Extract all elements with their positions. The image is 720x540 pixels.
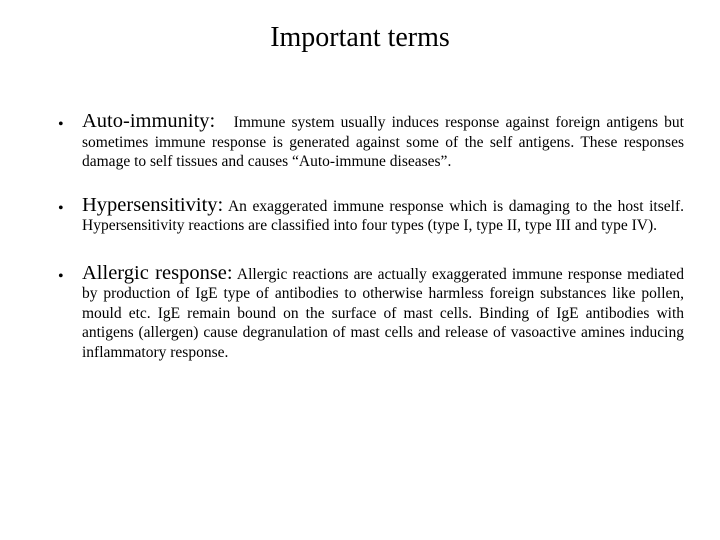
- bullet-icon: •: [58, 267, 64, 285]
- list-item-allergic-response: [58, 261, 684, 363]
- term-label: Hypersensitivity:: [82, 193, 224, 216]
- list-item-auto-immunity: [58, 112, 684, 172]
- list-item-hypersensitivity: [58, 193, 684, 236]
- definition-paragraph: [82, 261, 684, 363]
- page-title: Important terms: [270, 22, 450, 53]
- definition-text: Immune system usually induces response against foreign antigens but sometimes immune response is generated against some of the self antigens. These responses damage to self tissues and causes “Auto-immune diseases”.: [82, 114, 684, 170]
- term-label: Auto-immunity:: [82, 110, 216, 132]
- definition-text: Allergic reactions are actually exaggerated immune response mediated by production of IgE type of antibodies to otherwise harmless foreign substances like pollen, mould etc. IgE remain bound on the surface of mast cells. Binding of IgE antibodies with antigens (allergen) cause degranulation of mast cells and release of vasoactive amines inducing inflammatory response.: [82, 265, 684, 361]
- definition-paragraph: [82, 112, 684, 172]
- terms-list: [58, 112, 684, 362]
- term-label: Allergic response:: [82, 261, 233, 284]
- bullet-icon: •: [58, 199, 64, 217]
- definition-text: An exaggerated immune response which is damaging to the host itself. Hypersensitivity reactions are classified into four types (type I, type II, type III and type IV).: [82, 197, 684, 234]
- bullet-icon: •: [58, 116, 64, 133]
- definition-paragraph: [82, 193, 684, 236]
